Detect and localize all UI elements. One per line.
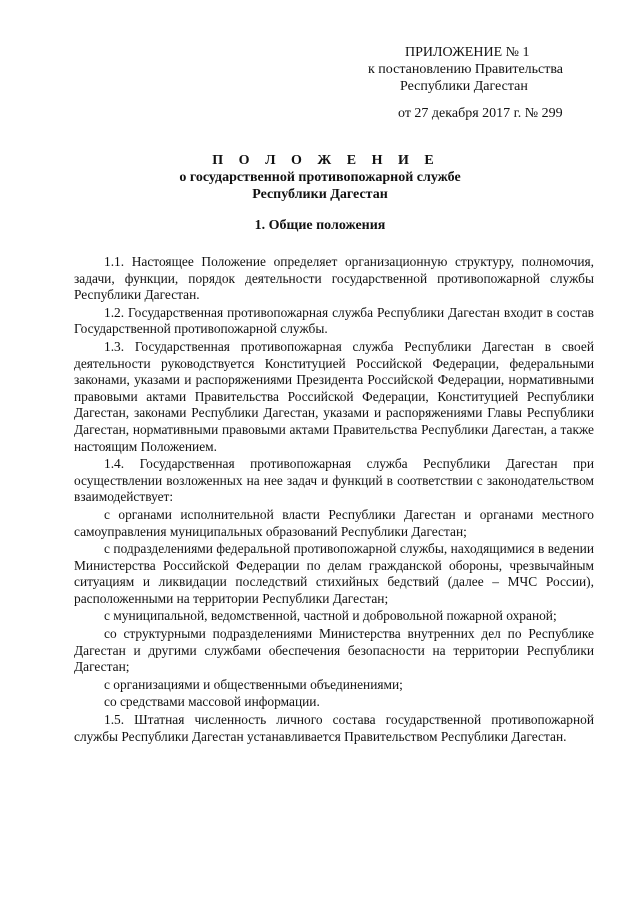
- title-line-1: П О Л О Ж Е Н И Е: [212, 153, 440, 168]
- list-item: с органами исполнительной власти Республики Дагестан и органами местного самоуправления муниципальных образований Республики Дагестан;: [74, 506, 594, 539]
- title-line-3: Республики Дагестан: [252, 187, 388, 202]
- section-heading: 1. Общие положения: [254, 218, 386, 233]
- document-body: [74, 254, 594, 746]
- appendix-block: [360, 44, 600, 122]
- appendix-republic: Республики Дагестан: [400, 79, 528, 94]
- list-item: с организациями и общественными объединениями;: [104, 676, 403, 692]
- title-line-2: о государственной противопожарной службе: [179, 170, 461, 185]
- document-title: [0, 152, 640, 203]
- paragraph-1-3: 1.3. Государственная противопожарная служба Республики Дагестан в своей деятельности руководствуется Конституцией Российской Федерации, федеральными законами, указами и распоряжениями Президента Российской Федерации, нормативными правовыми актами Правительства Российской Федерации, Конституцией Республики Дагестан, законами Республики Дагестан, указами и распоряжениями Главы Республики Дагестан, нормативными правовыми актами Правительства Республики Дагестан, а также настоящим Положением.: [74, 338, 594, 454]
- paragraph-1-2: 1.2. Государственная противопожарная служба Республики Дагестан входит в состав Государственной противопожарной службы.: [74, 304, 594, 337]
- list-item: с подразделениями федеральной противопожарной службы, находящимися в ведении Министерства Российской Федерации по делам гражданской обороны, чрезвычайным ситуациям и ликвидации последствий стихийных бедствий (далее – МЧС России), расположенными на территории Республики Дагестан;: [74, 541, 594, 606]
- paragraph-1-1: 1.1. Настоящее Положение определяет организационную структуру, полномочия, задачи, функции, порядок деятельности государственной противопожарной службы Республики Дагестан.: [74, 254, 594, 303]
- list-item: со структурными подразделениями Министерства внутренних дел по Республике Дагестан и другими службами обеспечения безопасности на территории Республики Дагестан;: [74, 626, 594, 675]
- paragraph-1-5: 1.5. Штатная численность личного состава государственной противопожарной службы Республики Дагестан устанавливается Правительством Республики Дагестан.: [74, 712, 594, 744]
- list-item: со средствами массовой информации.: [104, 694, 320, 710]
- paragraph-1-4: 1.4. Государственная противопожарная служба Республики Дагестан при осуществлении возложенных на нее задач и функций в соответствии с законодательством взаимодействует:: [74, 456, 594, 505]
- appendix-reference: к постановлению Правительства: [368, 62, 564, 77]
- list-item: с муниципальной, ведомственной, частной и добровольной пожарной охраной;: [104, 608, 557, 624]
- appendix-label: ПРИЛОЖЕНИЕ № 1: [405, 45, 530, 60]
- appendix-date: от 27 декабря 2017 г. № 299: [398, 106, 563, 121]
